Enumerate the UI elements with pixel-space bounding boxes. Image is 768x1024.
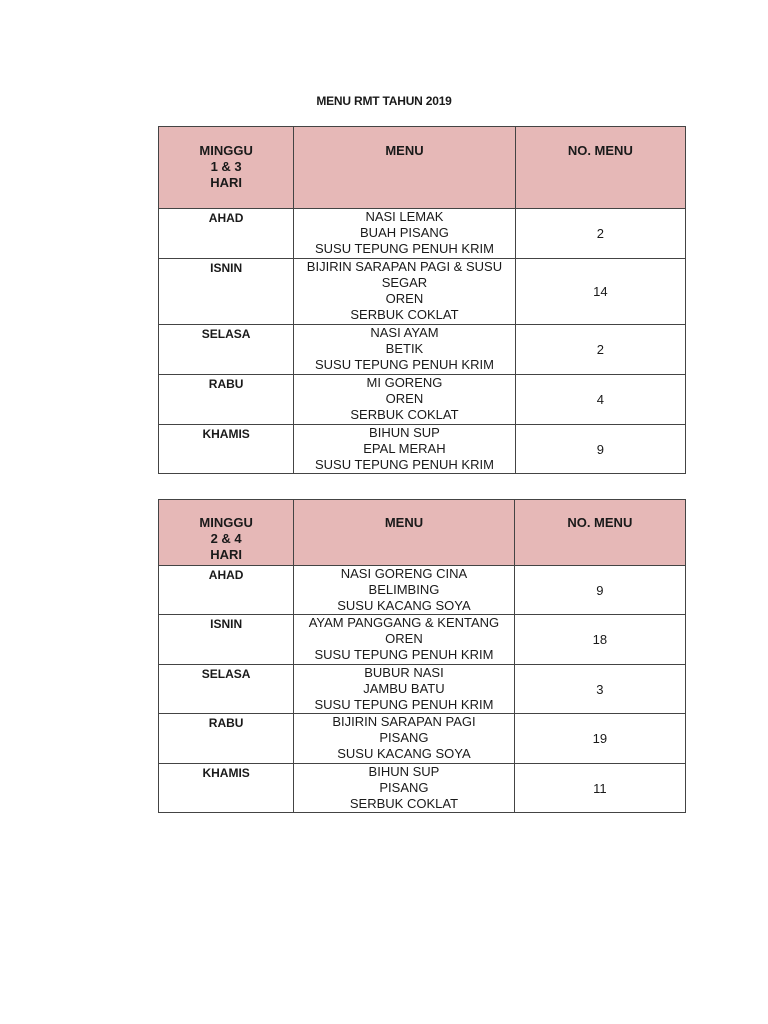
menu-items-cell [294, 425, 515, 474]
header-day-cell [159, 500, 294, 566]
header-day-line: MINGGU [199, 143, 253, 158]
day-cell: AHAD [159, 566, 294, 615]
header-day-line: MINGGU [199, 515, 253, 530]
menu-number-cell: 4 [515, 375, 685, 425]
day-cell: SELASA [159, 325, 294, 375]
day-cell: ISNIN [159, 259, 294, 325]
table-row [159, 714, 686, 764]
day-cell: KHAMIS [159, 764, 294, 813]
menu-number-cell: 9 [515, 425, 685, 474]
menu-item: JAMBU BATU [363, 681, 445, 696]
header-no-cell: NO. MENU [515, 127, 685, 209]
menu-number-cell: 9 [514, 566, 685, 615]
menu-number-cell: 19 [514, 714, 685, 764]
menu-item: PISANG [379, 780, 429, 795]
menu-number-cell: 18 [514, 615, 685, 665]
header-day-line: HARI [210, 547, 243, 562]
menu-item: BUBUR NASI [364, 665, 444, 680]
table-header-row [159, 127, 686, 209]
header-menu-cell: MENU [294, 500, 514, 566]
menu-item: BIHUN SUP [369, 425, 440, 440]
menu-item: BIHUN SUP [368, 764, 440, 779]
menu-number-cell: 11 [514, 764, 685, 813]
table-body [159, 209, 686, 474]
table-header-row [159, 500, 686, 566]
table-row [159, 325, 686, 375]
menu-item: BELIMBING [368, 582, 440, 597]
menu-item: EPAL MERAH [363, 441, 446, 456]
menu-items-cell [294, 764, 514, 813]
menu-item: NASI LEMAK [365, 209, 444, 224]
menu-item: PISANG [379, 730, 429, 745]
menu-item: SUSU TEPUNG PENUH KRIM [314, 647, 494, 662]
menu-items-cell [294, 259, 515, 325]
table-body [159, 566, 686, 813]
menu-item: BUAH PISANG [360, 225, 449, 240]
menu-item: OREN [385, 291, 424, 306]
menu-item: BIJIRIN SARAPAN PAGI [332, 714, 476, 729]
menu-item: SUSU TEPUNG PENUH KRIM [315, 457, 494, 472]
menu-items-cell [294, 714, 514, 764]
menu-items-cell [294, 665, 514, 714]
menu-table-week-1-3 [158, 126, 686, 474]
menu-item: SEGAR [381, 275, 428, 290]
menu-items-cell [294, 566, 514, 615]
menu-items-cell [294, 325, 515, 375]
day-cell: RABU [159, 714, 294, 764]
table-row [159, 425, 686, 474]
menu-item: SERBUK COKLAT [350, 407, 459, 422]
menu-item: NASI AYAM [370, 325, 439, 340]
table-row [159, 615, 686, 665]
table-row [159, 375, 686, 425]
menu-item: SERBUK COKLAT [350, 307, 459, 322]
table-row [159, 665, 686, 714]
header-day-line: HARI [210, 175, 243, 190]
menu-number-cell: 2 [515, 209, 685, 259]
day-cell: ISNIN [159, 615, 294, 665]
menu-item: SUSU TEPUNG PENUH KRIM [315, 241, 494, 256]
table-row [159, 764, 686, 813]
day-cell: KHAMIS [159, 425, 294, 474]
header-day-line: 1 & 3 [210, 159, 242, 174]
menu-item: SUSU TEPUNG PENUH KRIM [314, 697, 494, 712]
menu-number-cell: 14 [515, 259, 685, 325]
menu-item: OREN [385, 391, 424, 406]
menu-table-week-2-4 [158, 499, 686, 813]
header-no-cell: NO. MENU [514, 500, 685, 566]
menu-items-cell [294, 615, 514, 665]
header-day-line: 2 & 4 [210, 531, 242, 546]
menu-item: SUSU KACANG SOYA [337, 598, 471, 613]
menu-item: SUSU KACANG SOYA [337, 746, 471, 761]
day-cell: SELASA [159, 665, 294, 714]
day-cell: AHAD [159, 209, 294, 259]
menu-item: NASI GORENG CINA [340, 566, 468, 581]
menu-item: AYAM PANGGANG & KENTANG [308, 615, 500, 630]
menu-item: OREN [385, 631, 423, 646]
day-cell: RABU [159, 375, 294, 425]
table-row [159, 259, 686, 325]
table-row [159, 566, 686, 615]
menu-item: MI GORENG [366, 375, 443, 390]
menu-item: SERBUK COKLAT [349, 796, 459, 811]
menu-number-cell: 2 [515, 325, 685, 375]
document-title: MENU RMT TAHUN 2019 [316, 94, 452, 108]
header-menu-cell: MENU [294, 127, 515, 209]
menu-number-cell: 3 [514, 665, 685, 714]
menu-items-cell [294, 209, 515, 259]
menu-item: BIJIRIN SARAPAN PAGI & SUSU [306, 259, 503, 274]
header-day-cell [159, 127, 294, 209]
menu-items-cell [294, 375, 515, 425]
table-row [159, 209, 686, 259]
menu-item: BETIK [385, 341, 424, 356]
menu-item: SUSU TEPUNG PENUH KRIM [315, 357, 494, 372]
